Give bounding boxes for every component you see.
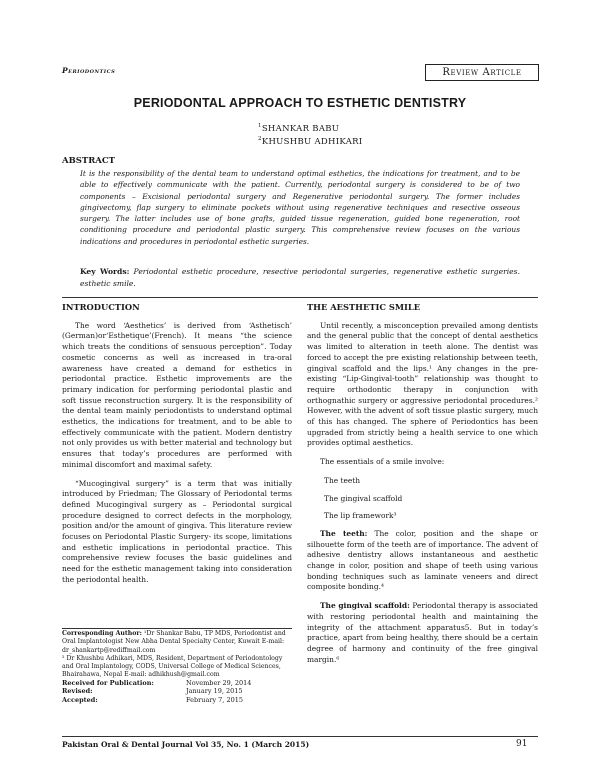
page-number: 91: [516, 739, 528, 749]
journal-citation: Pakistan Oral & Dental Journal Vol 35, No. 1 (March 2015): [62, 740, 310, 749]
essentials-line: The essentials of a smile involve:: [320, 457, 445, 467]
introduction-heading: INTRODUCTION: [62, 302, 140, 312]
article-title: PERIODONTAL APPROACH TO ESTHETIC DENTISTRY: [133, 96, 467, 110]
intro-paragraph-2: “Mucogingival surgery” is a term that was initially introduced by Friedman; The Glossary of Periodontal terms defined Mucogingival surgery as – Periodontal surgical procedure designed to correct defects in the morphology, position and/or the amount of gingiva. This literature review focuses on Periodontal Plastic Surgery- its scope, limitations and esthetic implications in periodontal practice. This comprehensive review focuses the basic guidelines and need for the esthetic management taking into consideration the periodontal health.: [62, 478, 292, 584]
publication-dates: Received for Publication: November 29, 2014 Revised: January 19, 2015 Accepted: February 7, 2015: [62, 679, 252, 704]
left-column: [62, 302, 292, 594]
author-2: $^2$KHUSHBU ADHIKARI: [258, 136, 363, 147]
section-label: Periodontics: [62, 66, 116, 75]
smile-paragraph-1: Until recently, a misconception prevailed among dentists and the general public that the concept of dental aesthetics was limited to alteration in teeth alone. The dentist was forced to accept the pre existing relationship between teeth, gingival scaffold and the lips.¹ Any changes in the pre-existing “Lip-Gingival-tooth” relationship was thought to require orthodontic therapy in conjunction with orthognathic surgery or aggressive periodontal procedures.² However, with the advent of soft tissue plastic surgery, much of this has changed. The sphere of Periodontics has been upgraded from strictly being a health service to one which provides optimal aesthetics.: [307, 320, 538, 448]
second-author-note: ² Dr Khushbu Adhikari, MDS, Resident, Department of Periodontology and Oral Implantology, CODS, Universal College of Medical Sciences, Bhairahawa, Nepal E-mail: adhikhush@gmail.com: [62, 654, 283, 679]
keywords: Key Words: Periodontal esthetic procedure, resective periodontal surgeries, regenerative esthetic surgeries. esthetic smile.: [80, 267, 520, 288]
abstract-text: It is the responsibility of the dental team to understand optimal esthetics, the indications for treatment, and to be able to effectively communicate with the patient. Currently, periodontal surgery is considered to be of two components – Excisional periodontal surgery and Regenerative periodontal surgery. The former includes gingivectomy, flap surgery to eliminate pockets without using regenerative techniques and resective osseous surgery. The latter includes use of bone grafts, guided tissue regeneration, guided bone regeneration, root conditioning procedure and periodontal plastic surgery. This comprehensive review focuses on the various indications and procedures in periodontal esthetic surgeries.: [80, 169, 520, 246]
teeth-paragraph: The teeth: The color, position and the shape or silhouette form of the teeth are of importance. The advent of adhesive dentistry allows instantaneous and aesthetic change in color, position and shape of teeth using various bonding techniques such as laminate veneers and direct composite bonding.⁴: [307, 528, 538, 592]
aesthetic-smile-heading: THE AESTHETIC SMILE: [307, 302, 421, 312]
abstract-heading: ABSTRACT: [62, 156, 115, 166]
article-type-badge: Review Article: [425, 64, 539, 81]
list-item: The gingival scaffold: [324, 493, 403, 503]
gingival-scaffold-paragraph: The gingival scaffold: Periodontal therapy is associated with restoring periodontal health and maintaining the integrity of the attachment apparatus5. But in today’s practice, apart from being healthy, there should be a certain degree of harmony and continuity of the free gingival margin.⁶: [307, 601, 538, 664]
footnote-divider: [62, 628, 292, 629]
intro-paragraph-1: The word ‘Aesthetics’ is derived from ‘Asthetisch’ (German)or‘Esthetique’(French). It means “the science which treats the conditions of sensuous perception”. Today cosmetic concerns as well as increased in tra-oral awareness have created a demand for esthetics in periodontal practice. Esthetic improvements are the primary indication for performing periodontal plastic and soft tissue reconstruction surgery. It is the responsibility of the dental team mainly periodontists to understand optimal esthetics, the indications for treatment, and to be able to effectively communicate with the patient. Modern dentistry not only provides us with better material and technology but ensures that today’s procedures are performed with minimal discomfort and maximal safety.: [62, 320, 292, 469]
footer-divider: [62, 736, 538, 737]
list-item: The lip framework³: [324, 511, 397, 521]
list-item: The teeth: [324, 475, 361, 485]
right-column: [307, 302, 538, 673]
author-1: $^1$SHANKAR BABU: [258, 123, 340, 134]
corresponding-author: Corresponding Author: ¹Dr Shankar Babu, TP MDS, Periodontist and Oral Implantologist New Abha Dental Specialty Center, Kuwait E-mail: dr_shankartp@rediffmail.com: [62, 630, 286, 654]
footnotes: [62, 630, 292, 680]
divider: [62, 297, 538, 298]
